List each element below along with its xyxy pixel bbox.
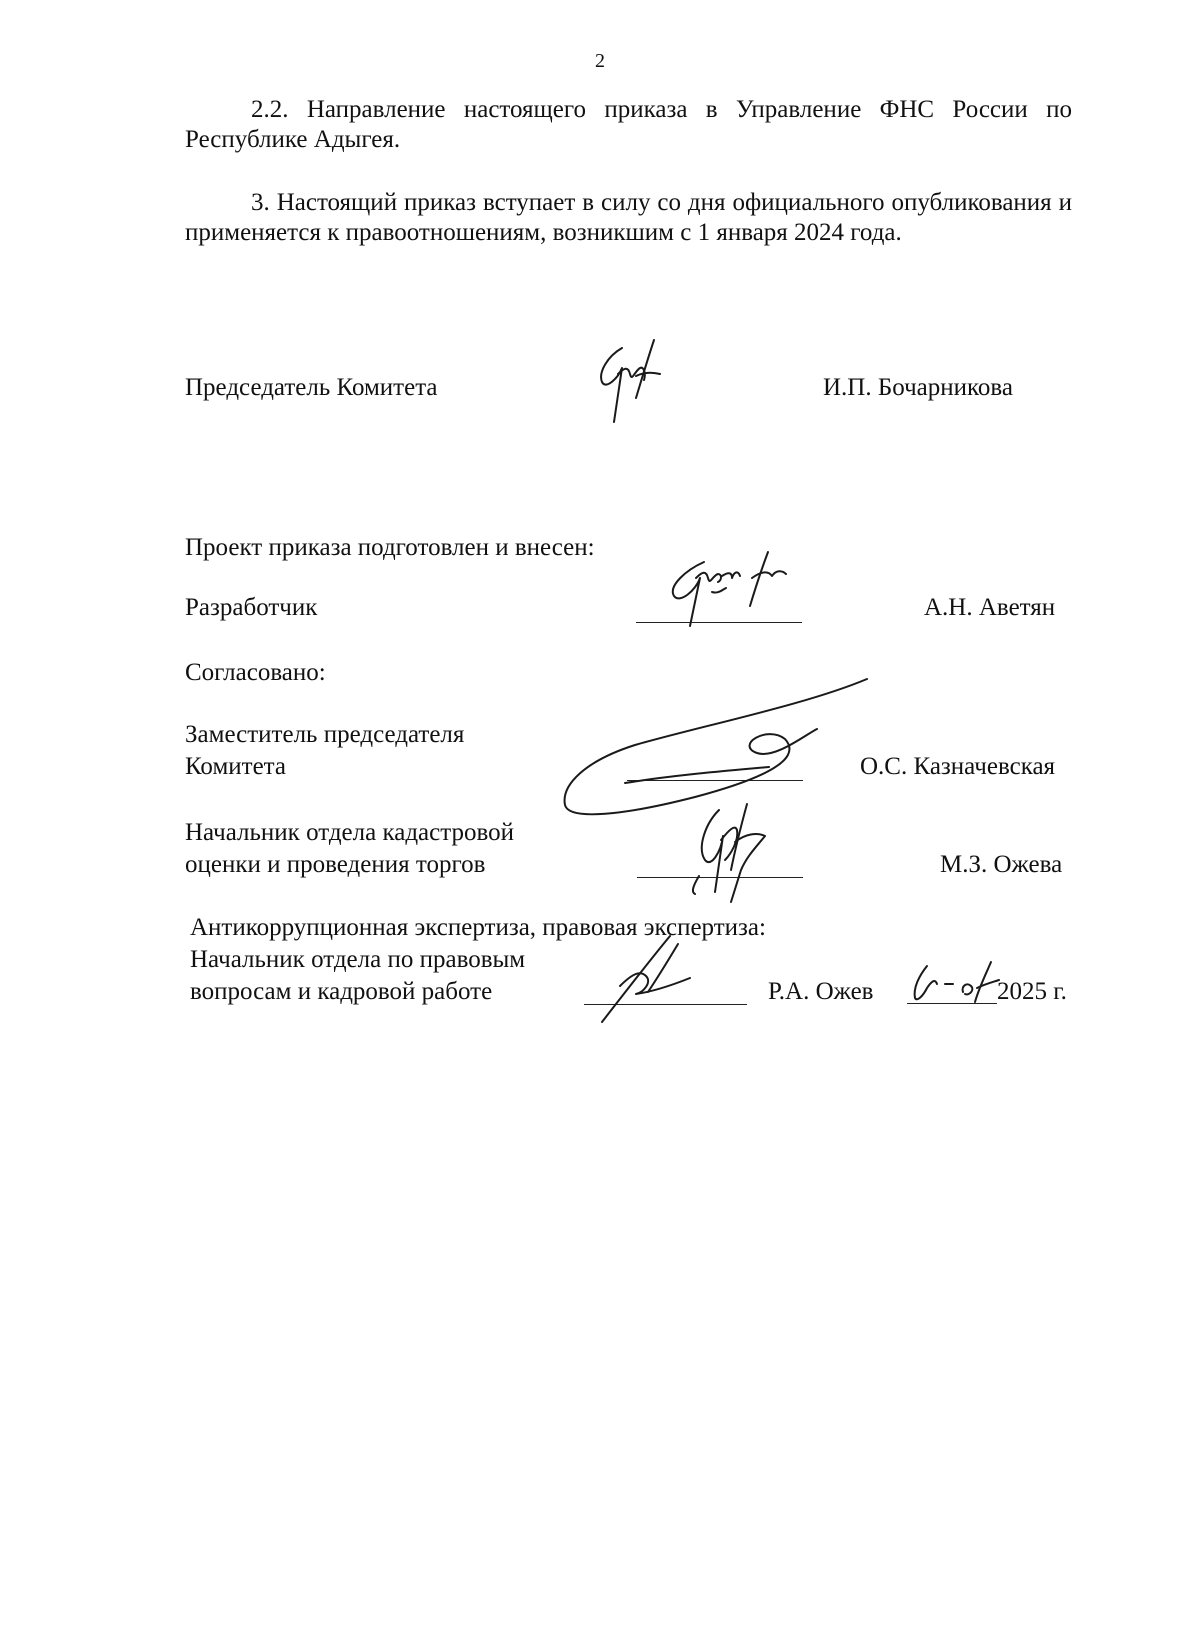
head-role-line2: оценки и проведения торгов: [185, 851, 486, 878]
clause-2-2: [185, 95, 1072, 155]
developer-signature: [660, 548, 805, 636]
developer-name: А.Н. Аветян: [924, 594, 1056, 621]
date-handwritten: [905, 958, 1005, 1010]
prepared-heading: Проект приказа подготовлен и внесен:: [185, 534, 595, 561]
date-suffix: 2025 г.: [997, 978, 1067, 1005]
chairman-name: И.П. Бочарникова: [823, 374, 1013, 401]
deputy-name: О.С. Казначевская: [860, 753, 1056, 780]
clause-3-text: 3. Настоящий приказ вступает в силу со дня официального опубликования и применяется к правоотношениям, возникшим с 1 января 2024 года.: [185, 189, 1072, 246]
legal-role-line1: Начальник отдела по правовым: [190, 946, 526, 973]
legal-signature: [590, 930, 730, 1030]
clause-2-2-text: 2.2. Направление настоящего приказа в Управление ФНС России по Республике Адыгея.: [185, 96, 1072, 153]
page-number: 2: [595, 50, 605, 72]
developer-role: Разработчик: [185, 594, 318, 621]
clause-3: [185, 188, 1072, 248]
chairman-signature: [590, 338, 680, 430]
chairman-position: Председатель Комитета: [185, 374, 438, 401]
deputy-role-line2: Комитета: [185, 753, 287, 780]
legal-name: Р.А. Ожев: [768, 978, 874, 1005]
head-signature: [675, 800, 785, 912]
deputy-role-line1: Заместитель председателя: [185, 721, 465, 748]
approvals-heading: Согласовано:: [185, 659, 326, 686]
legal-role-line2: вопросам и кадровой работе: [190, 978, 493, 1005]
head-role-line1: Начальник отдела кадастровой: [185, 819, 514, 846]
head-name: М.З. Ожева: [940, 851, 1063, 878]
expertise-heading: Антикоррупционная экспертиза, правовая экспертиза:: [190, 914, 766, 941]
